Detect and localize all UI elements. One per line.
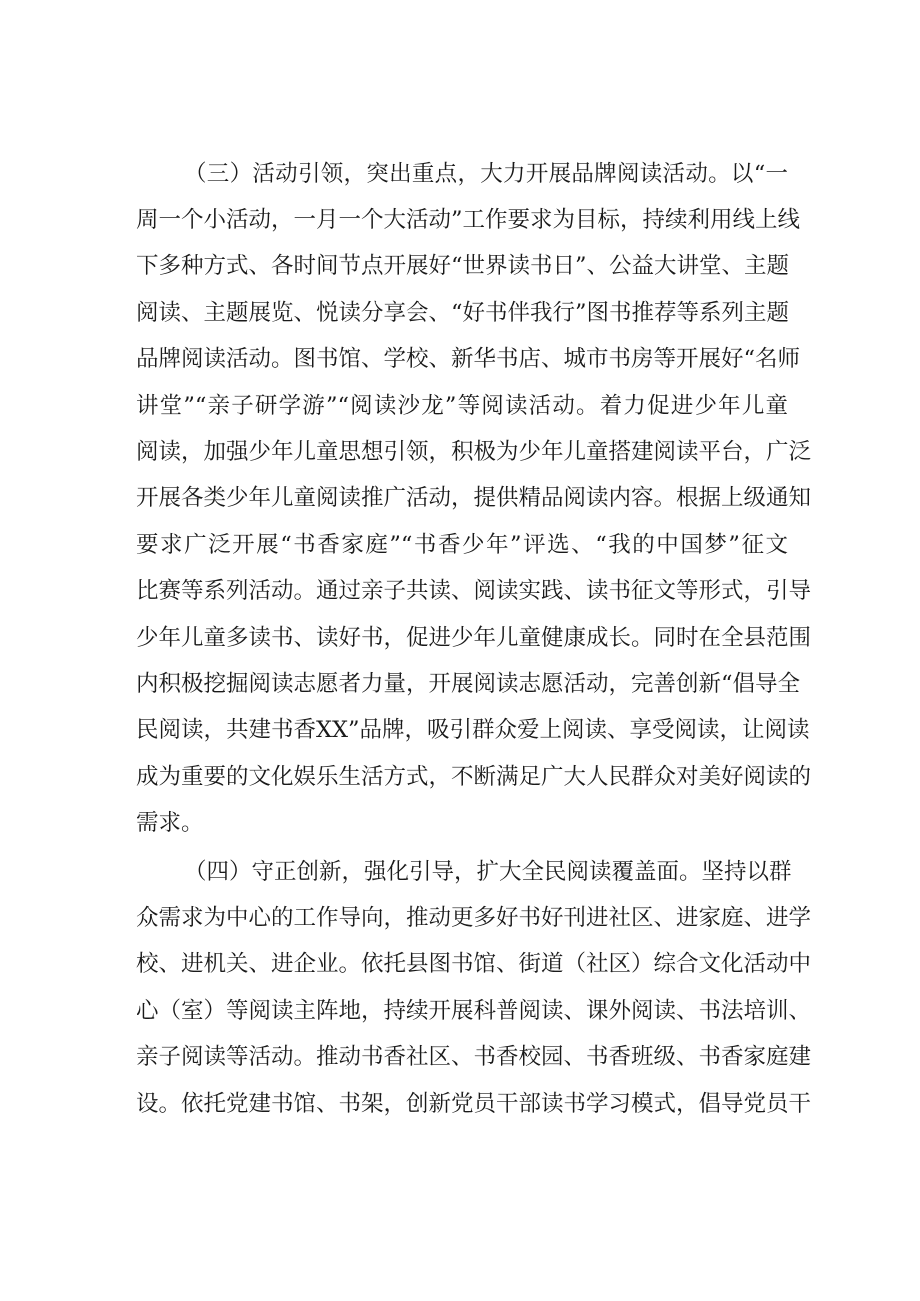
paragraph-line: 要求广泛开展“书香家庭”“书香少年”评选、“我的中国梦”征文 [136, 532, 788, 558]
paragraph-line: 众需求为中心的工作导向，推动更多好书好刊进社区、进家庭、进学 [136, 905, 812, 931]
paragraph-line: 需求。 [136, 810, 204, 836]
paragraph-line: 成为重要的文化娱乐生活方式，不断满足广大人民群众对美好阅读的 [136, 764, 812, 790]
paragraph-line: 讲堂”“亲子研学游”“阅读沙龙”等阅读活动。着力促进少年儿童 [136, 393, 788, 419]
paragraph-line: 品牌阅读活动。图书馆、学校、新华书店、城市书房等开展好“名师 [136, 346, 801, 372]
paragraph-line: 设。依托党建书馆、书架，创新党员干部读书学习模式，倡导党员干 [136, 1091, 812, 1117]
paragraph-line: 亲子阅读等活动。推动书香社区、书香校园、书香班级、书香家庭建 [136, 1044, 812, 1070]
paragraph-line: 少年儿童多读书、读好书，促进少年儿童健康成长。同时在全县范围 [136, 625, 812, 651]
paragraph-line: 心（室）等阅读主阵地，持续开展科普阅读、课外阅读、书法培训、 [136, 998, 812, 1024]
paragraph-line: 阅读、主题展览、悦读分享会、“好书伴我行”图书推荐等系列主题 [136, 300, 790, 326]
paragraph-line: 内积极挖掘阅读志愿者力量，开展阅读志愿活动，完善创新“倡导全 [136, 671, 801, 697]
paragraph-line: 比赛等系列活动。通过亲子共读、阅读实践、读书征文等形式，引导 [136, 578, 812, 604]
paragraph-line: （四）守正创新，强化引导，扩大全民阅读覆盖面。坚持以群 [184, 859, 792, 885]
paragraph-line: 阅读，加强少年儿童思想引领，积极为少年儿童搭建阅读平台，广泛 [136, 439, 812, 465]
paragraph-line: 周一个小活动，一月一个大活动”工作要求为目标，持续利用线上线 [136, 207, 801, 233]
paragraph-line: 下多种方式、各时间节点开展好“世界读书日”、公益大讲堂、主题 [136, 253, 790, 279]
paragraph-line: 民阅读，共建书香XX”品牌，吸引群众爱上阅读、享受阅读，让阅读 [136, 717, 810, 743]
paragraph-line: 校、进机关、进企业。依托县图书馆、街道（社区）综合文化活动中 [136, 951, 812, 977]
paragraph-line: 开展各类少年儿童阅读推广活动，提供精品阅读内容。根据上级通知 [136, 485, 812, 511]
paragraph-line: （三）活动引领，突出重点，大力开展品牌阅读活动。以“一 [184, 161, 788, 187]
